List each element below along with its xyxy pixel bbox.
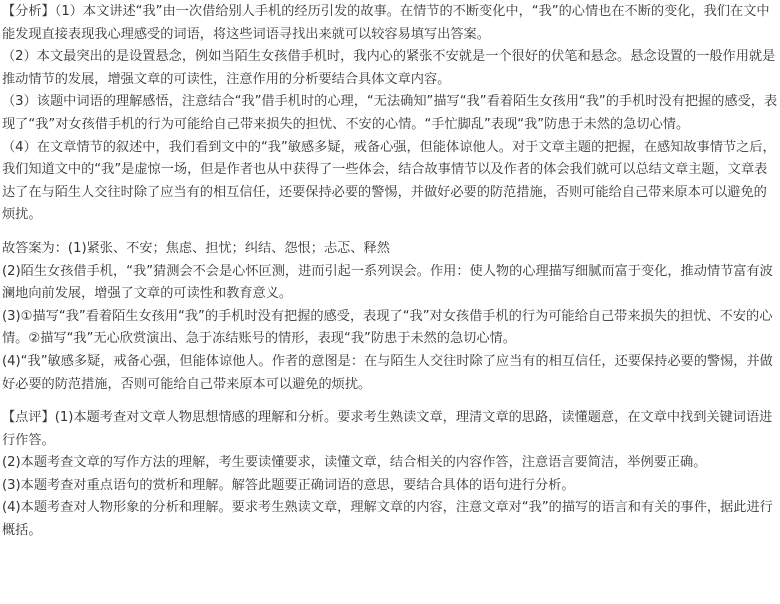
analysis-paragraph-4: （4）在文章情节的叙述中，我们看到文中的“我”敏感多疑，戒备心强，但能体谅他人。对于文章主题的把握，在感知故事情节之后，我们知道文中的“我”是虚惊一场，但是作者也从中获得了一些体会，结合故事情节以及作者的体会我们就可以总结文章主题，文章表达了在与陌生人交往时除了应当有的相互信任，还要保持必要的警惕，并做好必要的防范措施，否则可能给自己带来原本可以避免的烦扰。 [2,139,776,223]
answer-item-3: (3)①描写“我”看着陌生女孩用“我”的手机时没有把握的感受，表现了“我”对女孩借手机的行为可能给自己带来损失的担忧、不安的心情。②描写“我”无心欣赏演出、急于冻结账号的情形，表现“我”防患于未然的急切心情。 [2,308,773,347]
comment-item-4: (4)本题考查对人物形象的分析和理解。要求考生熟读文章，理解文章的内容，注意文章对“我”的描写的语言和有关的事件，据此进行概括。 [2,500,773,539]
section-spacer [2,227,780,238]
answer-item-2: (2)陌生女孩借手机，“我”猜测会不会是心怀叵测，进而引起一系列误会。作用：使人物的心理描写细腻而富于变化，推动情节富有波澜地向前发展，增强了文章的可读性和教育意义。 [2,263,773,302]
comment-section [2,407,780,543]
comment-item-2: (2)本题考查文章的写作方法的理解，考生要读懂要求，读懂文章，结合相关的内容作答，注意语言要简洁，举例要正确。 [2,455,707,471]
analysis-paragraph-1: 【分析】（1）本文讲述“我”由一次借给别人手机的经历引发的故事。在情节的不断变化中，“我”的心情也在不断的变化，我们在文中能发现直接表现我心理感受的词语，将这些词语寻找出来就可以较容易填写出答案。 [2,4,770,42]
analysis-paragraph-2: （2）本文最突出的是设置悬念，例如当陌生女孩借手机时，我内心的紧张不安就是一个很好的伏笔和悬念。悬念设置的一般作用就是推动情节的发展，增强文章的可读性，注意作用的分析要结合具体文章内容。 [2,49,776,87]
answer-item-4: (4)“我”敏感多疑，戒备心强，但能体谅他人。作者的意图是：在与陌生人交往时除了应当有的相互信任，还要保持必要的警惕，并做好必要的防范措施，否则可能给自己带来原本可以避免的烦扰。 [2,353,773,392]
answer-section [2,238,780,396]
comment-item-3: (3)本题考查对重点语句的赏析和理解。解答此题要正确词语的意思，要结合具体的语句进行分析。 [2,477,575,493]
comment-item-1: 【点评】(1)本题考查对文章人物思想情感的理解和分析。要求考生熟读文章，理清文章的思路，读懂题意，在文章中找到关键词语进行作答。 [2,410,773,448]
answer-item-1: 故答案为：(1)紧张、不安；焦虑、担忧；纠结、怨恨；忐忑、释然 [2,240,390,256]
analysis-section [2,1,780,227]
section-spacer [2,396,780,407]
analysis-paragraph-3: （3）该题中词语的理解感悟，注意结合“我”借手机时的心理，“无法确知”描写“我”看着陌生女孩用“我”的手机时没有把握的感受，表现了“我”对女孩借手机的行为可能给自己带来损失的担忧、不安的心情。“手忙脚乱”表现“我”防患于未然的急切心情。 [2,94,778,132]
